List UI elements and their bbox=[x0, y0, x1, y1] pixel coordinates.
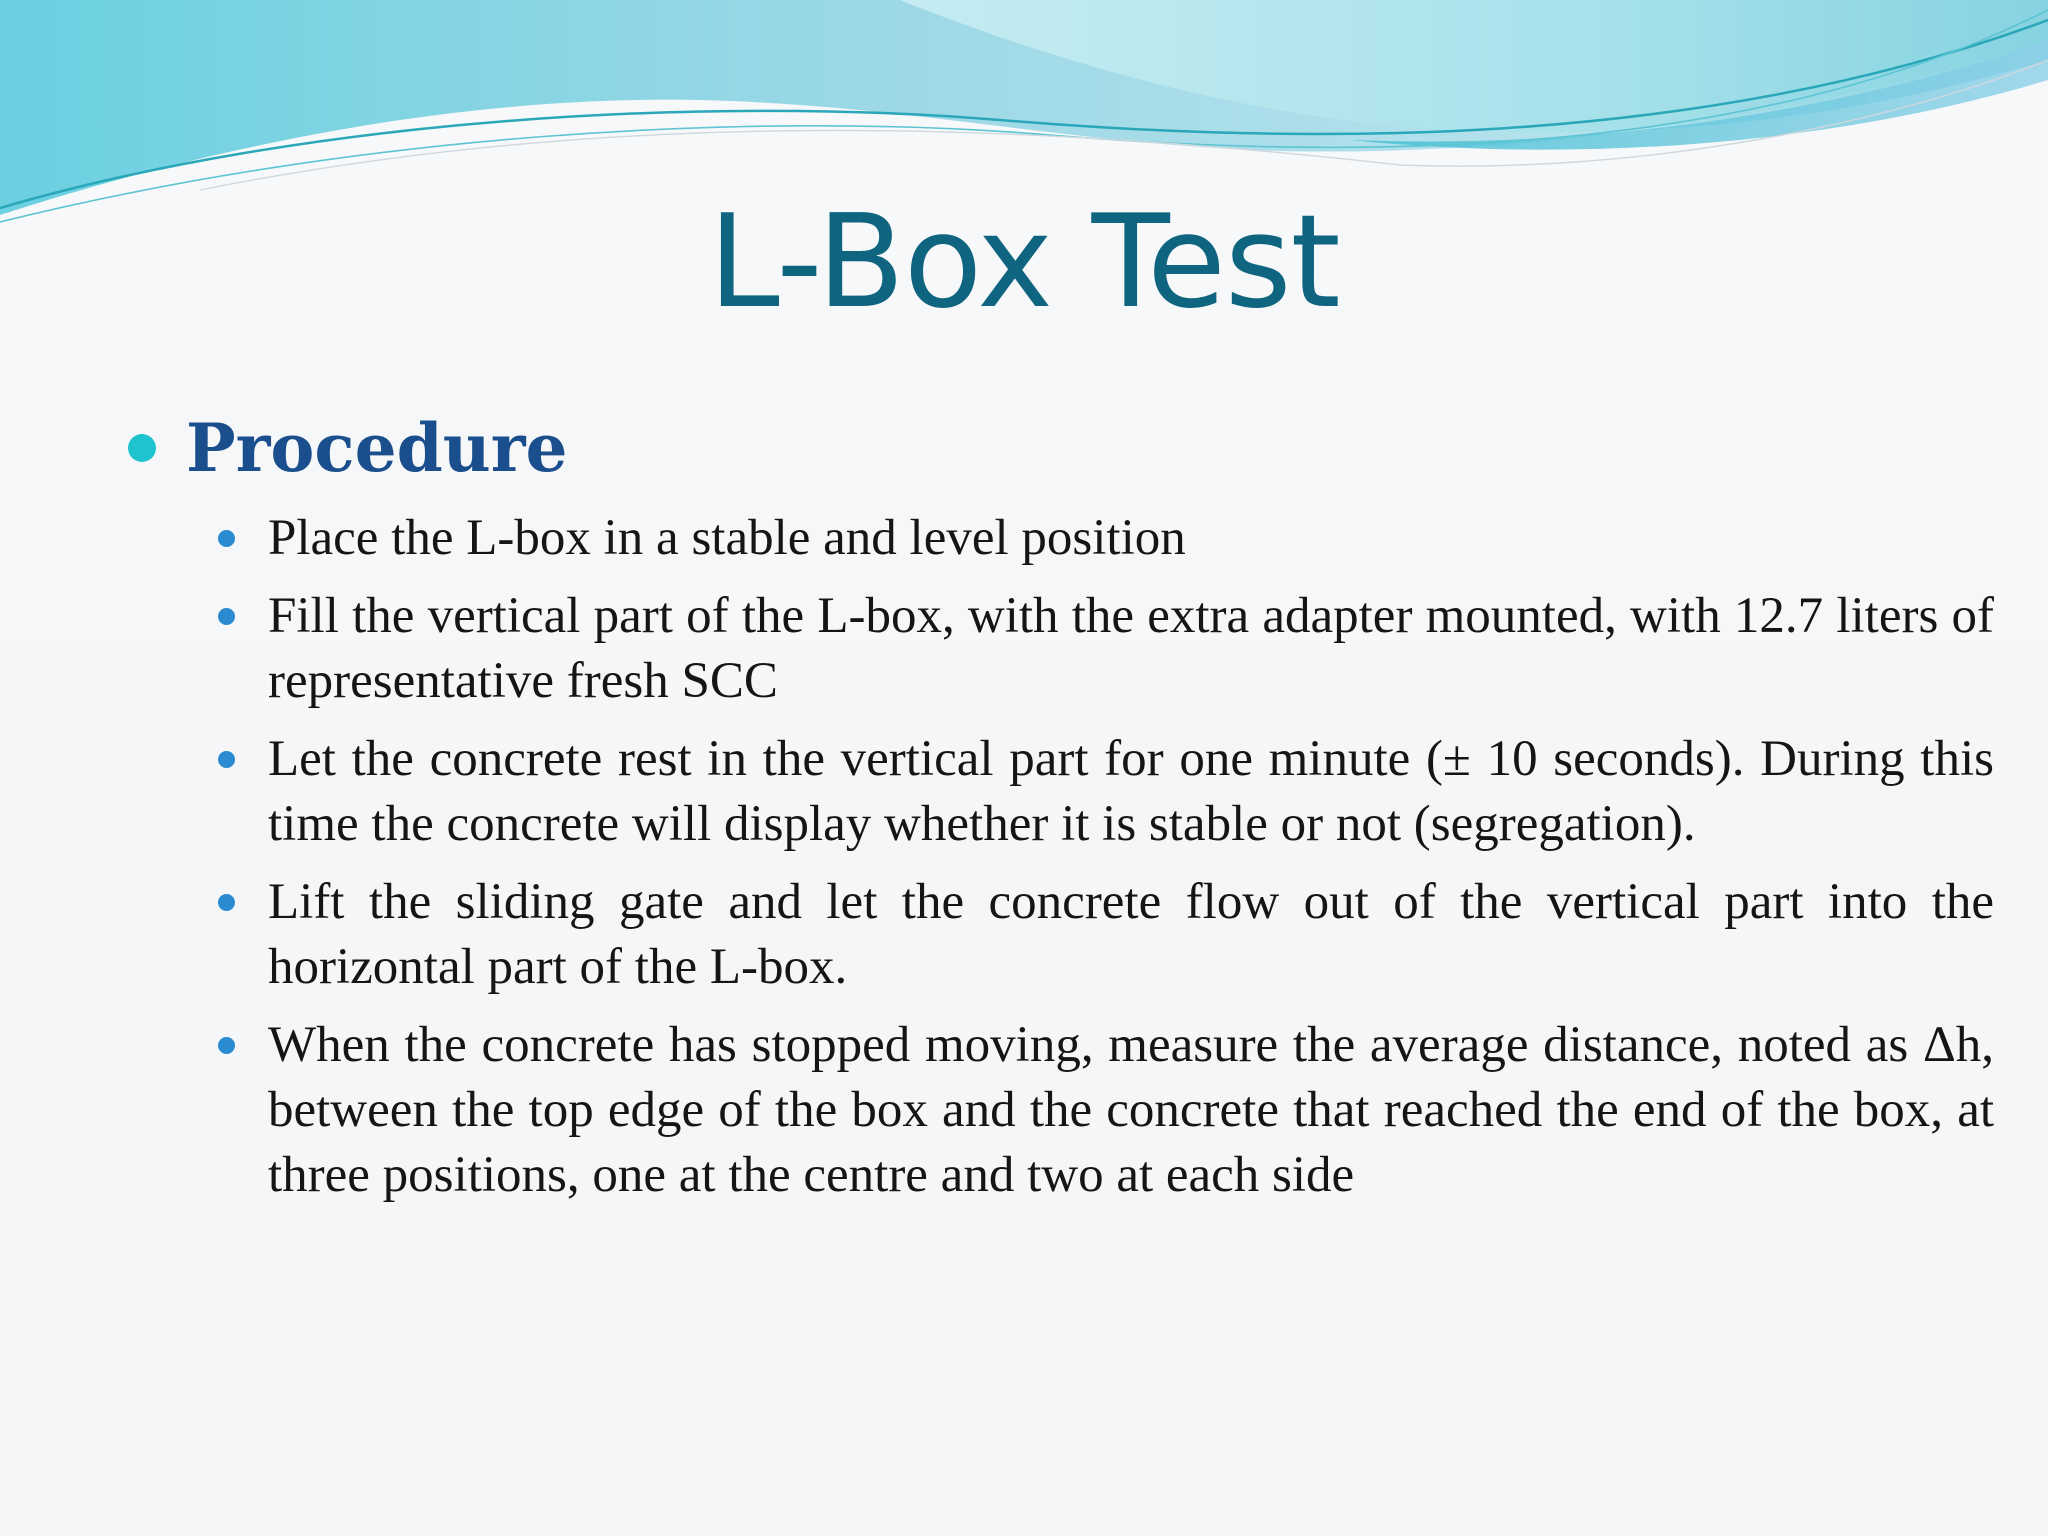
procedure-list bbox=[128, 506, 1994, 1208]
list-item-text: When the concrete has stopped moving, measure the average distance, noted as Δh, between the top edge of the box and the concrete that reached the end of the box, at three positions, one at the centre and two at each side bbox=[268, 1017, 1994, 1203]
slide-content bbox=[128, 398, 1994, 1221]
list-item bbox=[218, 870, 1994, 1000]
section-heading-row bbox=[128, 398, 1994, 498]
slide-title: L-Box Test bbox=[708, 188, 1340, 337]
list-item-text: Fill the vertical part of the L-box, with the extra adapter mounted, with 12.7 liters of representative fresh SCC bbox=[268, 588, 1994, 709]
bullet-icon bbox=[218, 530, 235, 547]
primary-bullet-icon bbox=[128, 434, 156, 462]
bullet-icon bbox=[218, 608, 235, 625]
list-item-text: Place the L-box in a stable and level position bbox=[268, 510, 1186, 566]
list-item-text: Let the concrete rest in the vertical part for one minute (± 10 seconds). During this time the concrete will display whether it is stable or not (segregation). bbox=[268, 731, 1994, 852]
bullet-icon bbox=[218, 894, 235, 911]
list-item bbox=[218, 1013, 1994, 1208]
section-heading: Procedure bbox=[186, 409, 568, 487]
list-item bbox=[218, 584, 1994, 714]
list-item bbox=[218, 727, 1994, 857]
list-item bbox=[218, 506, 1994, 571]
bullet-icon bbox=[218, 751, 235, 768]
bullet-icon bbox=[218, 1037, 235, 1054]
list-item-text: Lift the sliding gate and let the concrete flow out of the vertical part into the horizontal part of the L-box. bbox=[268, 874, 1994, 995]
